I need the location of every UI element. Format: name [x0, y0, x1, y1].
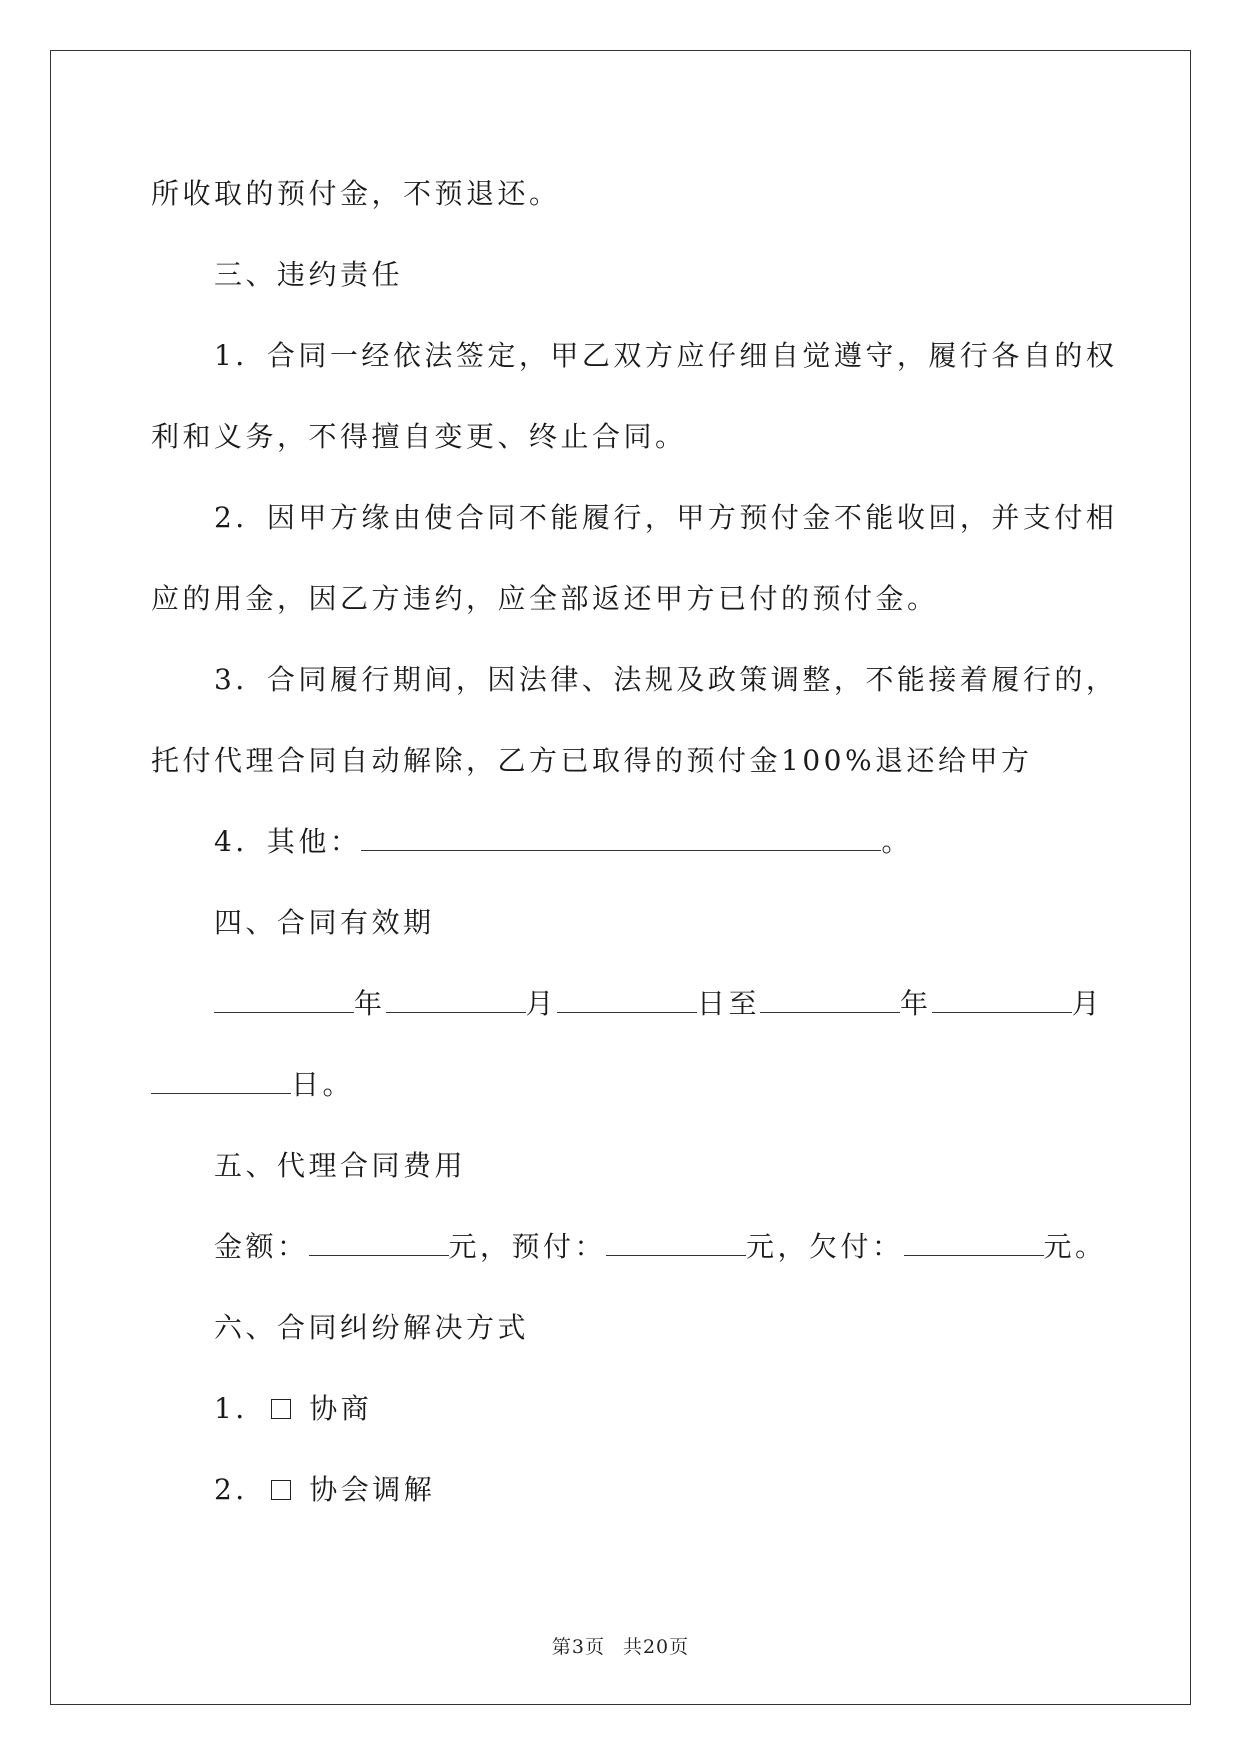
owed-blank[interactable]	[904, 1231, 1044, 1256]
start-month-blank[interactable]	[386, 988, 526, 1013]
section-title-validity: 四、合同有效期	[214, 906, 435, 939]
other-label: 4．其他：	[214, 825, 362, 858]
start-year-blank[interactable]	[214, 988, 354, 1013]
paragraph-line: 2．因甲方缘由使合同不能履行，甲方预付金不能收回，并支付相	[214, 501, 1118, 534]
option-mediation	[151, 1460, 1091, 1541]
page-number: 第3页	[551, 1636, 605, 1658]
paragraph-line: 托付代理合同自动解除，乙方已取得的预付金100%退还给甲方	[151, 744, 1033, 777]
other-clause	[151, 812, 1091, 893]
year-label: 年	[900, 987, 932, 1020]
option-number: 2．	[214, 1473, 267, 1506]
date-range-line	[151, 974, 1104, 1055]
paragraph-line: 1．合同一经依法签定，甲乙双方应仔细自觉遵守，履行各自的权	[214, 339, 1118, 372]
other-end: 。	[881, 825, 913, 858]
month-label: 月	[1071, 987, 1104, 1020]
paragraph-line: 利和义务，不得擅自变更、终止合同。	[151, 420, 687, 453]
day-to-label: 日至	[697, 987, 761, 1020]
prepaid-blank[interactable]	[606, 1231, 746, 1256]
day-end-label: 日。	[291, 1068, 355, 1101]
checkbox-mediation[interactable]	[271, 1480, 291, 1500]
option-number: 1．	[214, 1392, 267, 1425]
end-day-blank[interactable]	[151, 1069, 291, 1094]
other-blank-field[interactable]	[361, 826, 881, 851]
option-label: 协会调解	[309, 1473, 436, 1506]
option-negotiation	[151, 1379, 1091, 1460]
amount-blank[interactable]	[309, 1231, 449, 1256]
fees-line	[151, 1217, 1107, 1298]
year-label: 年	[354, 987, 386, 1020]
checkbox-negotiation[interactable]	[271, 1399, 291, 1419]
month-label: 月	[525, 987, 558, 1020]
paragraph-line: 3．合同履行期间，因法律、法规及政策调整，不能接着履行的，	[214, 663, 1118, 696]
end-year-blank[interactable]	[760, 988, 900, 1013]
date-end-line	[151, 1055, 1091, 1136]
owed-label: 元，欠付：	[746, 1230, 904, 1263]
page-footer	[0, 1632, 1241, 1659]
section-title-dispute: 六、合同纠纷解决方式	[214, 1311, 530, 1344]
yuan-end-label: 元。	[1043, 1230, 1107, 1263]
end-month-blank[interactable]	[932, 988, 1072, 1013]
page-total: 共20页	[622, 1636, 690, 1658]
section-title-fees: 五、代理合同费用	[214, 1149, 467, 1182]
option-label: 协商	[309, 1392, 373, 1425]
prepaid-label: 元，预付：	[448, 1230, 607, 1263]
paragraph-line: 应的用金，因乙方违约，应全部返还甲方已付的预付金。	[151, 582, 939, 615]
document-body	[151, 164, 1118, 1541]
amount-label: 金额：	[214, 1230, 309, 1263]
section-title-breach: 三、违约责任	[214, 258, 404, 291]
paragraph-line: 所收取的预付金，不预退还。	[151, 177, 561, 210]
start-day-blank[interactable]	[557, 988, 697, 1013]
